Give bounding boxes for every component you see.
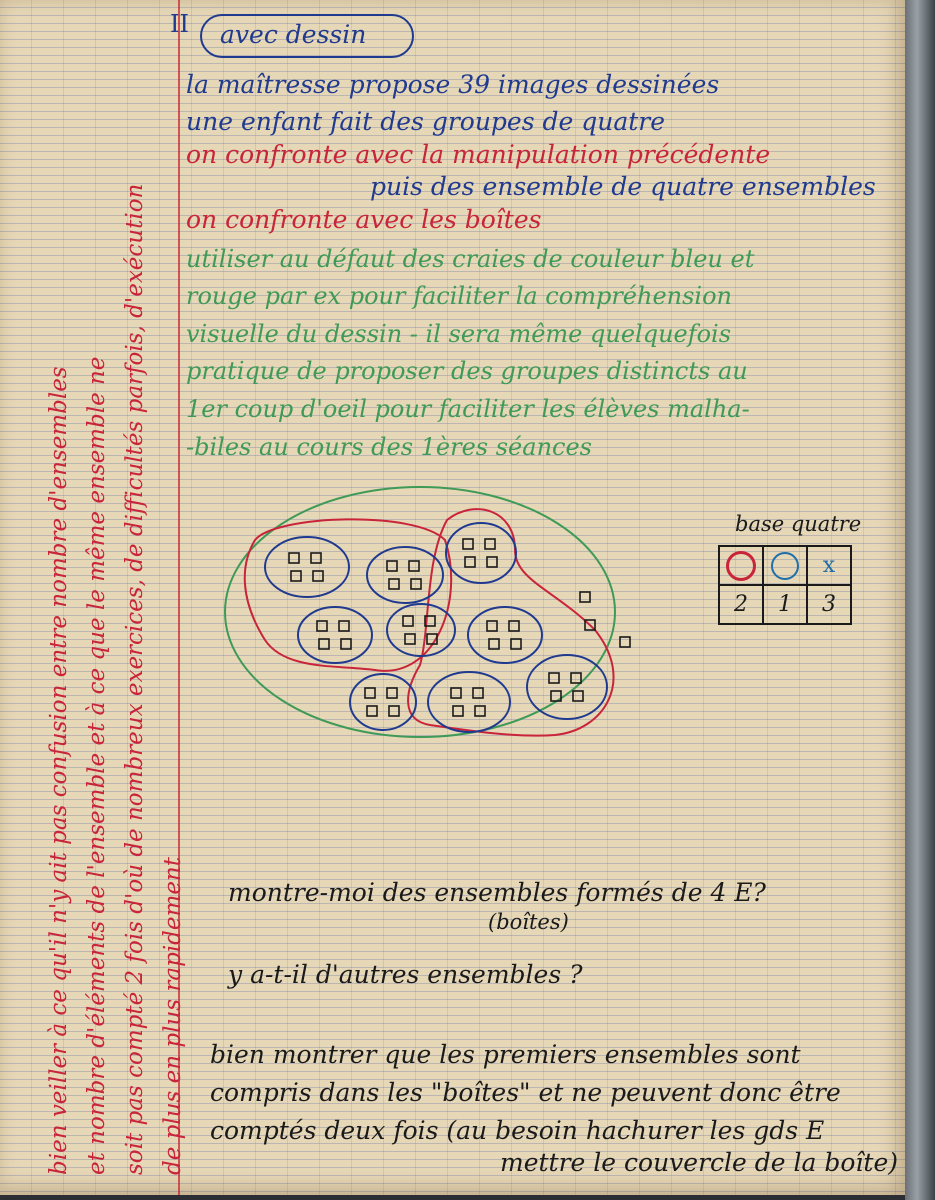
element-square — [489, 639, 499, 649]
color-note-line: visuelle du dessin - il sera même quelquefois — [186, 320, 732, 348]
color-note-line: -biles au cours des 1ères séances — [186, 433, 592, 461]
base-value: 2 — [719, 585, 763, 624]
blue-group-outline — [468, 607, 542, 663]
instruction-line: on confronte avec la manipulation précédente — [186, 140, 771, 169]
element-square — [573, 691, 583, 701]
base-value: 1 — [763, 585, 807, 624]
conclusion-line: bien montrer que les premiers ensembles sont — [210, 1040, 801, 1069]
base-cell-blue-circle — [763, 546, 807, 585]
element-square — [367, 706, 377, 716]
element-square — [511, 639, 521, 649]
universe-set-outline — [225, 487, 615, 737]
blue-group-outline — [446, 523, 516, 583]
margin-note-line: et nombre d'éléments de l'ensemble et à ce que le même ensemble ne — [84, 356, 110, 1175]
element-square — [549, 673, 559, 683]
blue-group-outline — [298, 607, 372, 663]
element-square — [580, 592, 590, 602]
color-note-line: pratique de proposer des groupes distincts au — [186, 357, 748, 385]
base-cell-red-circle — [719, 546, 763, 585]
element-square — [411, 579, 421, 589]
conclusion-line: comptés deux fois (au besoin hachurer les gds E — [210, 1116, 825, 1145]
red-box-outline-left — [245, 519, 451, 671]
base-cell-x — [807, 546, 851, 585]
element-square — [571, 673, 581, 683]
instruction-line: puis des ensemble de quatre ensembles — [370, 172, 876, 201]
base-table-label: base quatre — [735, 512, 862, 536]
color-note-line: rouge par ex pour faciliter la compréhension — [186, 282, 733, 310]
element-square — [405, 634, 415, 644]
element-square — [451, 688, 461, 698]
element-square — [403, 616, 413, 626]
x-mark-icon: x — [822, 553, 836, 578]
blue-group-outline — [527, 655, 607, 719]
question-line: y a-t-il d'autres ensembles ? — [228, 960, 583, 989]
instruction-line: on confronte avec les boîtes — [186, 205, 542, 234]
element-square — [473, 688, 483, 698]
element-square — [389, 579, 399, 589]
section-title: avec dessin — [220, 20, 367, 49]
question-line: montre-moi des ensembles formés de 4 E? — [228, 878, 766, 907]
blue-group-outline — [265, 537, 349, 597]
element-square — [465, 557, 475, 567]
element-square — [311, 553, 321, 563]
element-square — [453, 706, 463, 716]
base-table — [718, 545, 852, 625]
conclusion-line: compris dans les "boîtes" et ne peuvent donc être — [210, 1078, 841, 1107]
red-circle-icon — [726, 551, 756, 581]
element-square — [409, 561, 419, 571]
section-number: II — [170, 10, 189, 38]
conclusion-line: mettre le couvercle de la boîte) — [500, 1148, 899, 1177]
element-square — [389, 706, 399, 716]
element-square — [291, 571, 301, 581]
element-square — [313, 571, 323, 581]
instruction-line: une enfant fait des groupes de quatre — [186, 107, 666, 136]
element-square — [387, 561, 397, 571]
element-square — [509, 621, 519, 631]
margin-note — [40, 184, 192, 1175]
blue-group-outline — [387, 604, 455, 656]
element-square — [387, 688, 397, 698]
color-note-line: utiliser au défaut des craies de couleur bleu et — [186, 245, 755, 273]
base-value: 3 — [807, 585, 851, 624]
margin-note-line: bien veiller à ce qu'il n'y ait pas confusion entre nombre d'ensembles — [46, 366, 72, 1175]
element-square — [485, 539, 495, 549]
sets-diagram — [215, 480, 635, 770]
element-square — [487, 557, 497, 567]
color-note-line: 1er coup d'oeil pour faciliter les élèves malha- — [186, 395, 750, 423]
question-line: (boîtes) — [488, 910, 569, 934]
element-square — [475, 706, 485, 716]
blue-group-outline — [428, 672, 510, 732]
element-square — [365, 688, 375, 698]
margin-note-line: soit pas compté 2 fois d'où de nombreux exercices, de difficultés parfois, d'exécution — [122, 183, 148, 1175]
element-square — [620, 637, 630, 647]
element-square — [289, 553, 299, 563]
element-square — [463, 539, 473, 549]
blue-group-outline — [350, 674, 416, 730]
binding-edge — [905, 0, 935, 1200]
element-square — [341, 639, 351, 649]
element-square — [317, 621, 327, 631]
margin-note-line: de plus en plus rapidement — [160, 857, 186, 1175]
instruction-line: la maîtresse propose 39 images dessinées — [186, 70, 720, 99]
element-square — [319, 639, 329, 649]
blue-circle-icon — [771, 552, 799, 580]
element-square — [339, 621, 349, 631]
element-square — [487, 621, 497, 631]
